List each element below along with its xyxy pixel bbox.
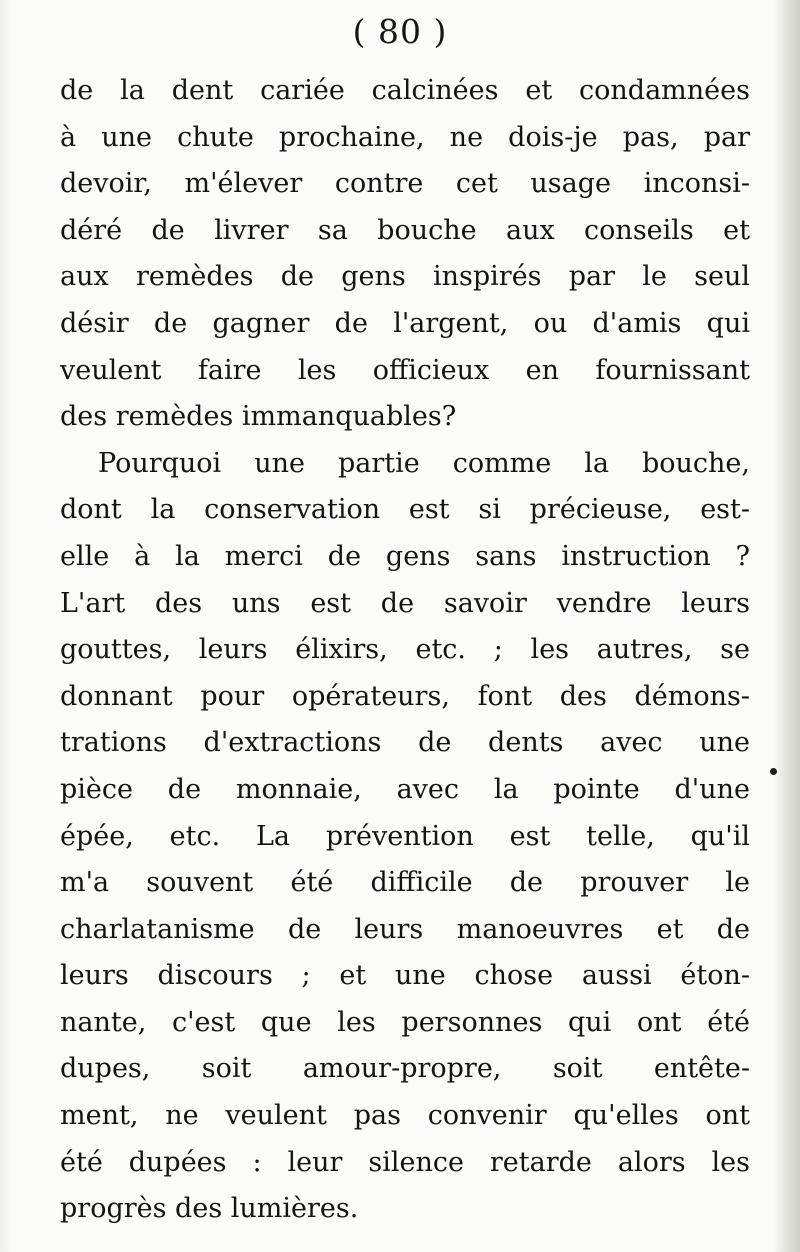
ink-speck	[770, 768, 777, 775]
text-line: nante, c'est que les personnes qui ont été	[60, 1006, 750, 1038]
text-line: m'a souvent été difficile de prouver le	[60, 867, 750, 899]
text-line: des remèdes immanquables?	[60, 401, 457, 433]
text-line: dupes, soit amour-propre, soit entête-	[60, 1053, 750, 1085]
text-line: pièce de monnaie, avec la pointe d'une	[60, 773, 750, 805]
text-line: dont la conservation est si précieuse, est-	[60, 494, 750, 526]
text-line: veulent faire les officieux en fournissant	[60, 354, 750, 386]
page-left-shadow	[0, 0, 14, 1252]
text-line: ment, ne veulent pas convenir qu'elles ont	[60, 1100, 750, 1132]
text-line: été dupées : leur silence retarde alors les	[60, 1146, 750, 1178]
page-number: ( 80 )	[352, 12, 448, 51]
text-line: charlatanisme de leurs manoeuvres et de	[60, 913, 750, 945]
text-line: devoir, m'élever contre cet usage inconsi-	[60, 168, 750, 200]
text-line: épée, etc. La prévention est telle, qu'il	[60, 820, 750, 852]
text-line: à une chute prochaine, ne dois-je pas, par	[60, 121, 750, 153]
paragraph-first-line: Pourquoi une partie comme la bouche,	[98, 447, 750, 479]
text-line: de la dent cariée calcinées et condamnées	[60, 75, 750, 106]
text-line: gouttes, leurs élixirs, etc. ; les autres, se	[60, 634, 750, 666]
text-line: déré de livrer sa bouche aux conseils et	[60, 214, 750, 246]
body-text	[60, 68, 750, 1233]
text-line: elle à la merci de gens sans instruction ?	[60, 540, 750, 572]
text-line: trations d'extractions de dents avec une	[60, 727, 750, 759]
text-line: aux remèdes de gens inspirés par le seul	[60, 261, 750, 293]
text-line: progrès des lumières.	[60, 1193, 359, 1225]
page-right-shadow	[772, 0, 800, 1252]
text-line: leurs discours ; et une chose aussi éton-	[60, 960, 750, 992]
text-line: désir de gagner de l'argent, ou d'amis qui	[60, 307, 750, 339]
text-line: donnant pour opérateurs, font des démons-	[60, 680, 750, 712]
text-line: L'art des uns est de savoir vendre leurs	[60, 587, 750, 619]
